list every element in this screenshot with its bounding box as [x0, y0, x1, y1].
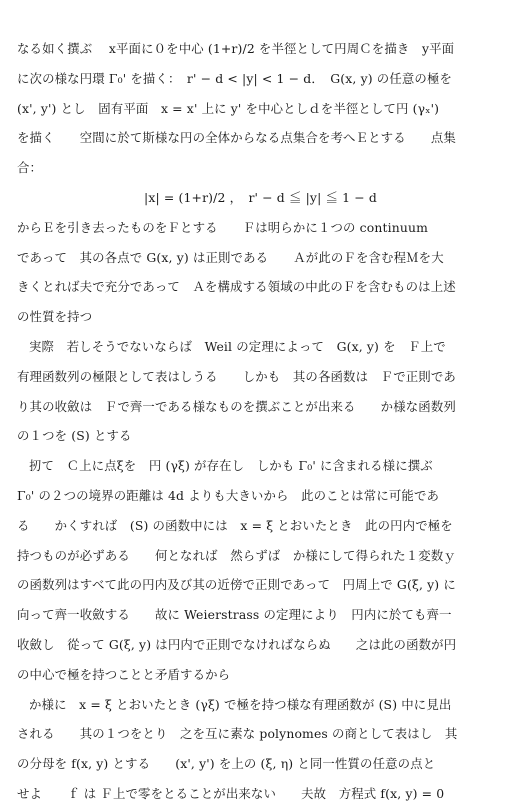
paragraph-start-line: 実際 若しそうでないならば Weil の定理によって G(x, y) を Ｆ上で — [29, 338, 446, 354]
formula-line: |x| = (1+r)/2 ， r' − d ≦ |y| ≦ 1 − d — [144, 189, 377, 205]
text-line: の分母を f(x, y) とする (x', y') を上の (ξ, η) と同一性質の任意の点と — [17, 756, 436, 772]
text-line: 持つものが必ずある 何となれば 然らずば か様にして得られた１変数ｙ — [17, 547, 456, 563]
text-line: に次の様な円環 Γ₀' を描く： r' − d < |y| < 1 − d． G(x, y) の任意の極を — [17, 70, 453, 86]
text-line: なる如く撰ぶ x平面に０を中心 (1+r)/2 を半徑として円周Ｃを描き y平面 — [17, 41, 455, 56]
text-line: せよ ｆ は Ｆ上で零をとることが出来ない 夫故 方程式 f(x, y) = 0 — [17, 785, 445, 801]
text-line: 向って齊一收斂する 故に Weierstrass の定理により 円内に於ても齊一 — [17, 607, 452, 623]
text-line: を描く 空間に於て斯様な円の全体からなる点集合を考へＥとする 点集 — [17, 130, 456, 146]
paragraph-start-line: 扨て Ｃ上に点ξを 円 (γξ) が存在し しかも Γ₀' に含まれる様に撰ぶ — [29, 458, 433, 474]
text-line: 收斂し 從って G(ξ, y) は円内で正則でなければならぬ 之は此の函数が円 — [17, 636, 457, 652]
text-line: の中心で極を持つことと矛盾するから — [17, 666, 231, 682]
text-line: (x', y') とし 固有平面 x = x' 上に y' を中心としｄを半徑として円 (γₓ') — [17, 100, 440, 116]
text-line: Γ₀' の２つの境界の距離は 4d よりも大きいから 此のことは常に可能であ — [17, 487, 440, 503]
text-line: り其の收斂は Ｆで齊一である様なものを撰ぶことが出来る か様な函数列 — [17, 398, 456, 414]
text-line: の１つを (S) とする — [17, 428, 132, 444]
text-line: される 其の１つをとり 之を互に素な polynomes の商として表はし 其 — [17, 726, 458, 742]
paragraph-start-line: か様に x = ξ とおいたとき (γξ) で極を持つ様な有理函数が (S) 中に見出 — [29, 696, 452, 712]
text-line: 合： — [17, 160, 43, 176]
text-line: きくとれば夫で充分であって Ａを構成する領域の中此のＦを含むものは上述 — [17, 279, 456, 295]
text-line: 有理函数列の極限として表はしうる しかも 其の各函数は Ｆで正則であ — [17, 368, 456, 384]
text-line: の函数列はすべて此の円内及び其の近傍で正則であって 円周上で G(ξ, y) に — [17, 577, 456, 593]
text-line: の性質を持つ — [17, 309, 93, 325]
text-line: る かくすれば (S) の函数中には x = ξ とおいたとき 此の円内で極を — [17, 517, 453, 533]
text-line: であって 其の各点で G(x, y) は正則である Ａが此のＦを含む程Ｍを大 — [17, 249, 444, 265]
text-line: からＥを引き去ったものをＦとする Ｆは明らかに１つの continuum — [17, 219, 429, 235]
